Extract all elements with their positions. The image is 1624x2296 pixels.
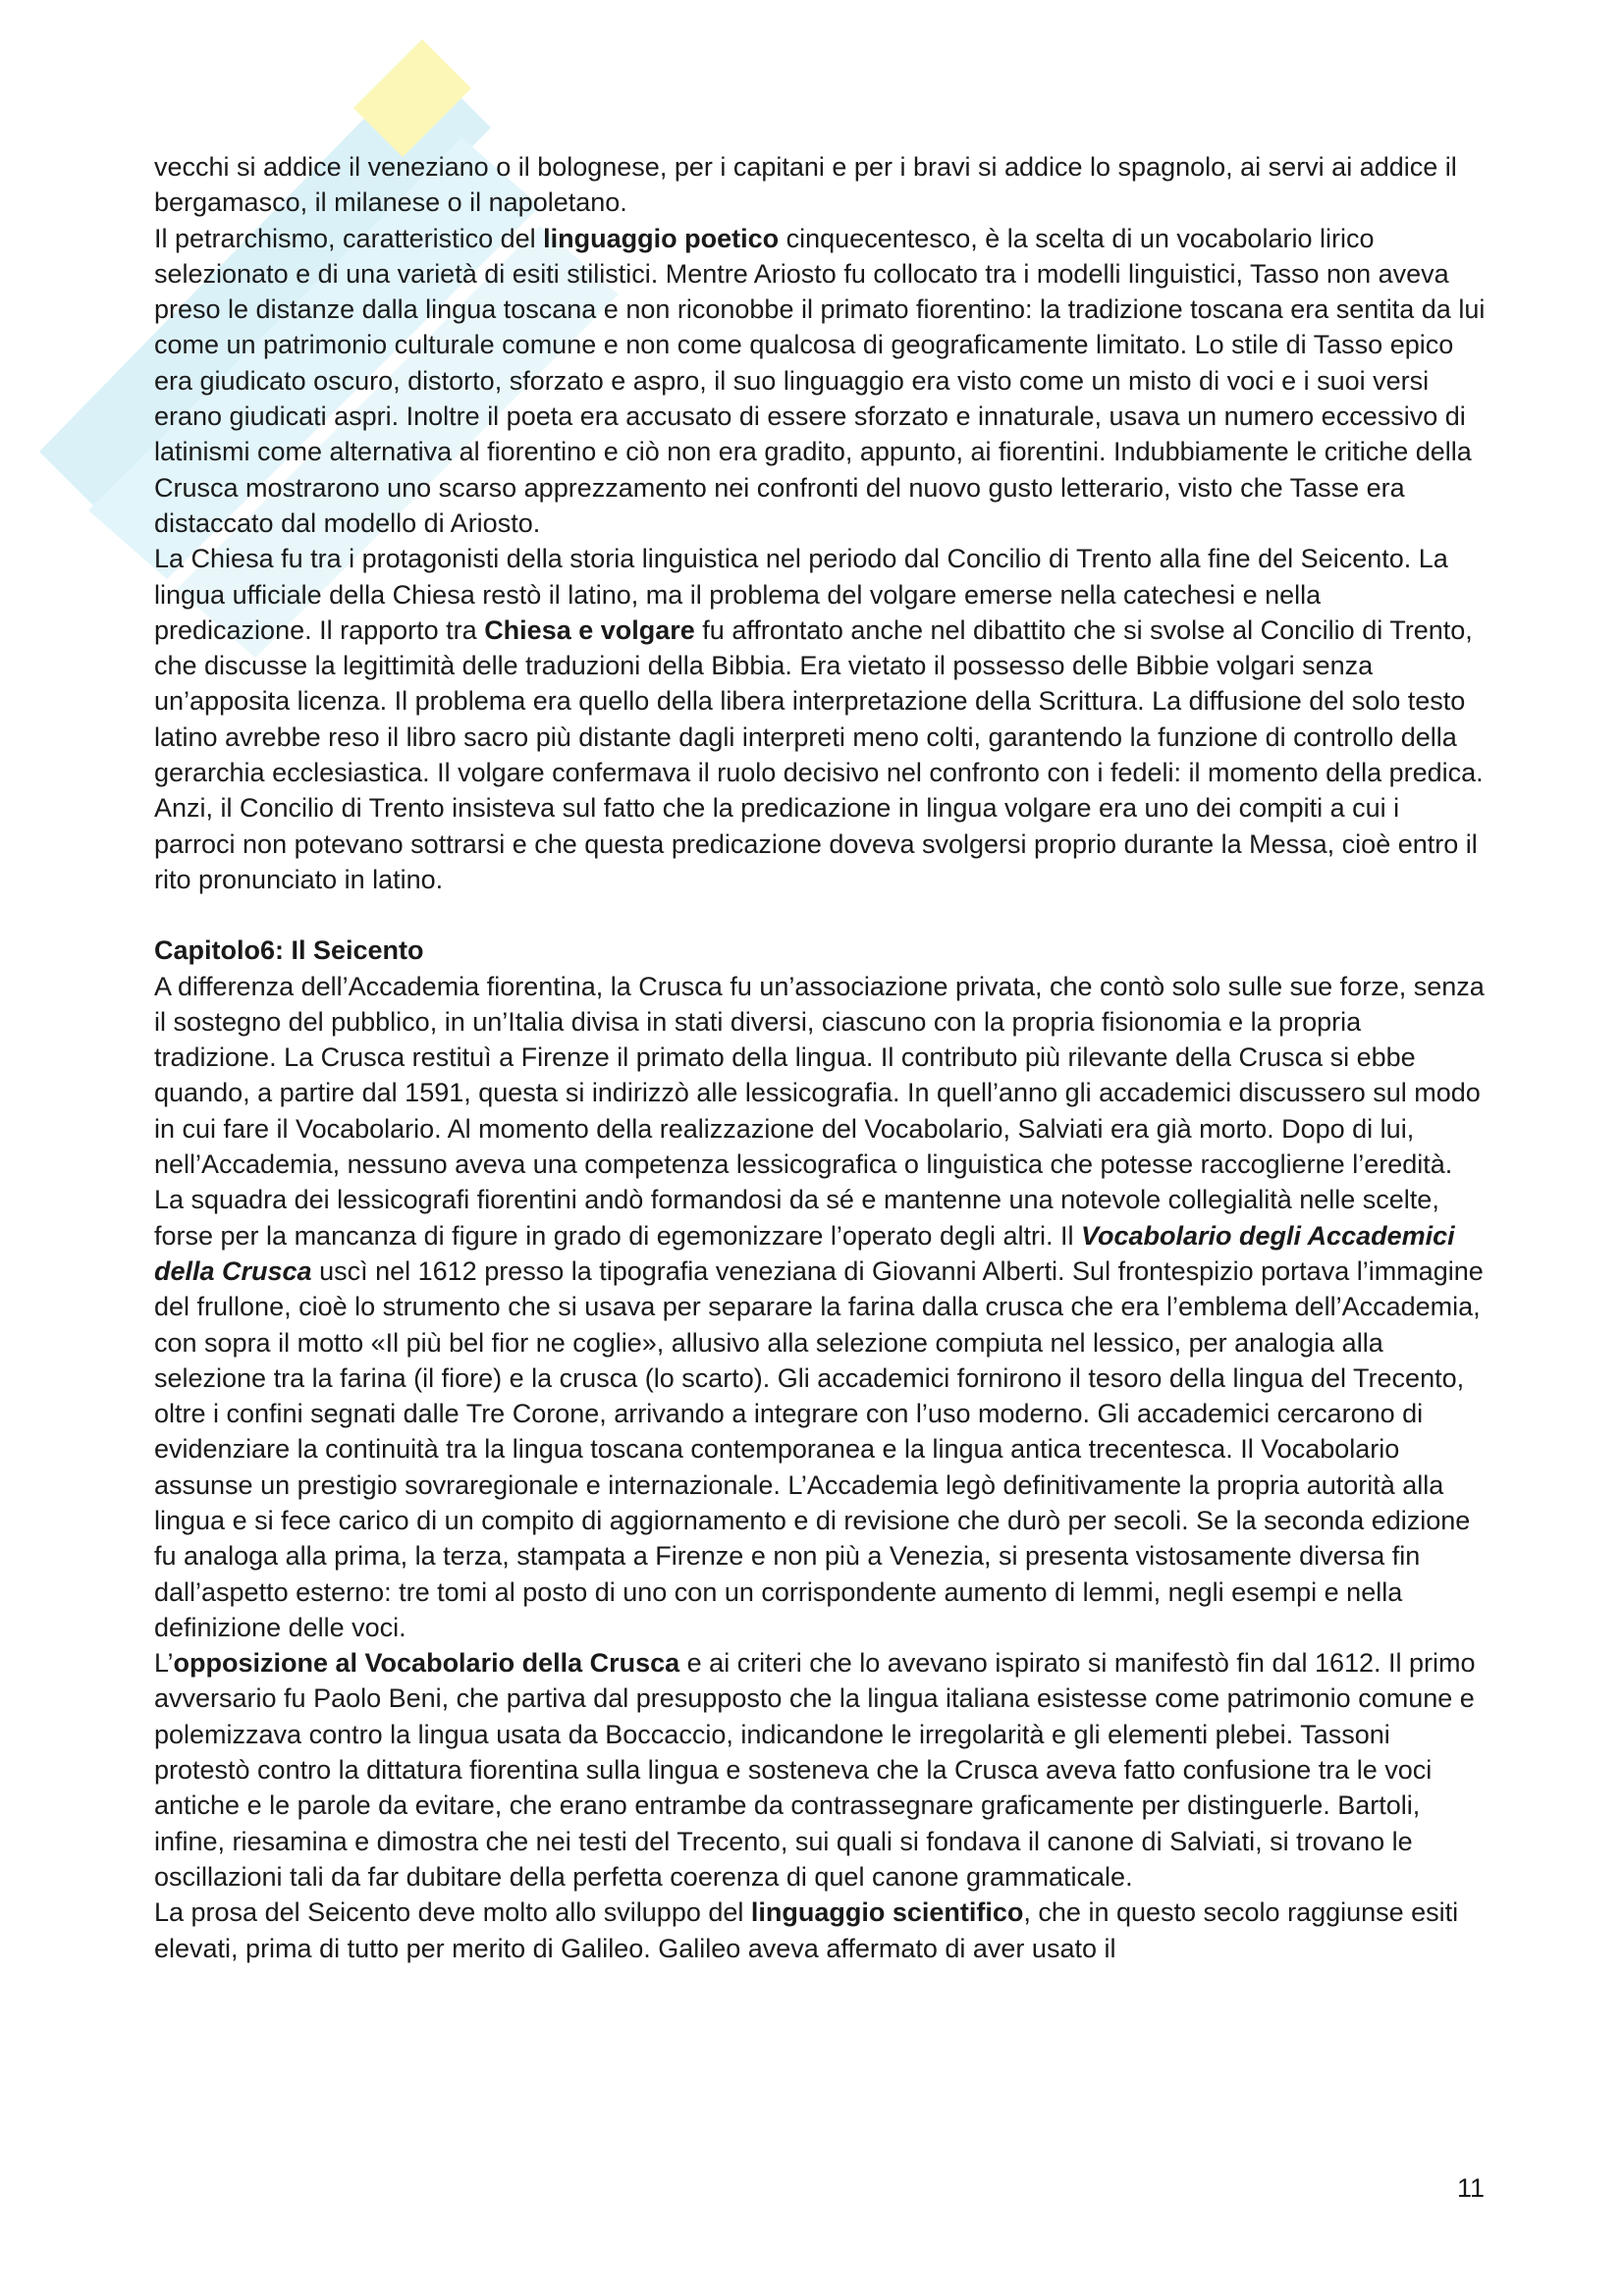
paragraph-5-text-a: L’ xyxy=(154,1648,174,1679)
document-page xyxy=(154,149,1486,1966)
bold-term-opposizione: opposizione al Vocabolario della Crusca xyxy=(173,1648,680,1679)
paragraph-3-text-c: fu affrontato anche nel dibattito che si svolse al Concilio di Trento, che discusse la legittimità delle traduzioni della Bibbia. Era vietato il possesso delle Bibbie volgari senza un’apposita licenza. Il problema era quello della libera interpretazione della Scrittura. La diffusione del solo testo latino avrebbe reso il libro sacro più distante dagli interpreti meno colti, garantendo la funzione di controllo della gerarchia ecclesiastica. Il volgare confermava il ruolo decisivo nel confronto con i fedeli: il momento della predica. Anzi, il Concilio di Trento insisteva sul fatto che la predicazione in lingua volgare era uno dei compiti a cui i parroci non potevano sottrarsi e che questa predicazione doveva svolgersi proprio durante la Messa, cioè entro il rito pronunciato in latino. xyxy=(154,614,1484,894)
bold-term-linguaggio-poetico: linguaggio poetico xyxy=(543,223,780,253)
paragraph-6-text-c: , che in questo secolo raggiunse esiti elevati, prima di tutto per merito di Galileo. Galileo aveva affermato di aver usato il xyxy=(154,1897,1459,1963)
paragraph-3-text-a: La Chiesa fu tra i protagonisti della storia linguistica nel periodo dal Concilio di Trento alla fine del Seicento. La lingua ufficiale della Chiesa restò il latino, ma il problema del volgare emerse nella catechesi e nella predicazione. Il rapporto tra xyxy=(154,544,1448,645)
paragraph-5 xyxy=(154,1645,1486,1895)
paragraph-2-text-c: cinquecentesco, è la scelta di un vocabolario lirico selezionato e di una varietà di esiti stilistici. Mentre Ariosto fu collocato tra i modelli linguistici, Tasso non aveva preso le distanze dalla lingua toscana e non riconobbe il primato fiorentino: la tradizione toscana era sentita da lui come un patrimonio culturale comune e non come qualcosa di geograficamente limitato. Lo stile di Tasso epico era giudicato oscuro, distorto, sforzato e aspro, il suo linguaggio era visto come un misto di voci e i suoi versi erano giudicati aspri. Inoltre il poeta era accusato di essere sforzato e innaturale, usava un numero eccessivo di latinismi come alternativa al fiorentino e ciò non era gradito, appunto, ai fiorentini. Indubbiamente le critiche della Crusca mostrarono uno scarso apprezzamento nei confronti del nuovo gusto letterario, visto che Tasse era distaccato dal modello di Ariosto. xyxy=(154,223,1486,538)
paragraph-2-text-a: Il petrarchismo, caratteristico del xyxy=(154,223,544,253)
bold-italic-title-vocabolario: Vocabolario degli Accademici della Crusca xyxy=(154,1220,1455,1286)
paragraph-6 xyxy=(154,1895,1486,1966)
bold-term-chiesa-e-volgare: Chiesa e volgare xyxy=(484,614,695,645)
paragraph-3 xyxy=(154,541,1486,897)
paragraph-4-text-a: A differenza dell’Accademia fiorentina, la Crusca fu un’associazione privata, che contò solo sulle sue forze, senza il sostegno del pubblico, in un’Italia divisa in stati diversi, ciascuno con la propria fisionomia e la propria tradizione. La Crusca restituì a Firenze il primato della lingua. Il contributo più rilevante della Crusca si ebbe quando, a partire dal 1591, questa si indirizzò alle lessicografia. In quell’anno gli accademici discussero sul modo in cui fare il Vocabolario. Al momento della realizzazione del Vocabolario, Salviati era già morto. Dopo di lui, nell’Accademia, nessuno aveva una competenza lessicografica o linguistica che potesse raccoglierne l’eredità. La squadra dei lessicografi fiorentini andò formandosi da sé e mantenne una notevole collegialità nelle scelte, forse per la mancanza di figure in grado di egemonizzare l’operato degli altri. Il xyxy=(154,971,1485,1251)
paragraph-2 xyxy=(154,221,1486,542)
paragraph-5-text-c: e ai criteri che lo avevano ispirato si manifestò fin dal 1612. Il primo avversario fu Paolo Beni, che partiva dal presupposto che la lingua italiana esistesse come patrimonio comune e polemizzava contro la lingua usata da Boccaccio, indicandone le irregolarità e gli elementi plebei. Tassoni protestò contro la dittatura fiorentina sulla lingua e sosteneva che la Crusca aveva fatto confusione tra le voci antiche e le parole da evitare, che erano entrambe da contrassegnare graficamente per distinguerle. Bartoli, infine, riesamina e dimostra che nei testi del Trecento, sui quali si fondava il canone di Salviati, si trovano le oscillazioni tali da far dubitare della perfetta coerenza di quel canone grammaticale. xyxy=(154,1648,1476,1892)
paragraph-6-text-a: La prosa del Seicento deve molto allo sviluppo del xyxy=(154,1897,751,1928)
chapter-heading: Capitolo6: Il Seicento xyxy=(154,935,424,966)
paragraph-1: vecchi si addice il veneziano o il bolognese, per i capitani e per i bravi si addice lo spagnolo, ai servi ai addice il bergamasco, il milanese o il napoletano. xyxy=(154,152,1457,218)
paragraph-gap xyxy=(154,897,1486,933)
page-number: 11 xyxy=(1456,2173,1485,2203)
paragraph-4-text-c: uscì nel 1612 presso la tipografia veneziana di Giovanni Alberti. Sul frontespizio portava l’immagine del frullone, cioè lo strumento che si usava per separare la farina dalla crusca che era l’emblema dell’Accademia, con sopra il motto «Il più bel fior ne coglie», allusivo alla selezione compiuta nel lessico, per analogia alla selezione tra la farina (il fiore) e la crusca (lo scarto). Gli accademici fornirono il tesoro della lingua del Trecento, oltre i confini segnati dalle Tre Corone, arrivando a integrare con l’uso moderno. Gli accademici cercarono di evidenziare la continuità tra la lingua toscana contemporanea e la lingua antica trecentesca. Il Vocabolario assunse un prestigio sovraregionale e internazionale. L’Accademia legò definitivamente la propria autorità alla lingua e si fece carico di un compito di aggiornamento e di revisione che durò per secoli. Se la seconda edizione fu analoga alla prima, la terza, stampata a Firenze e non più a Venezia, si presenta vistosamente diversa fin dall’aspetto esterno: tre tomi al posto di uno con un corrispondente aumento di lemmi, negli esempi e nella definizione delle voci. xyxy=(154,1255,1484,1642)
paragraph-4 xyxy=(154,969,1486,1646)
bold-term-linguaggio-scientifico: linguaggio scientifico xyxy=(750,1897,1024,1928)
